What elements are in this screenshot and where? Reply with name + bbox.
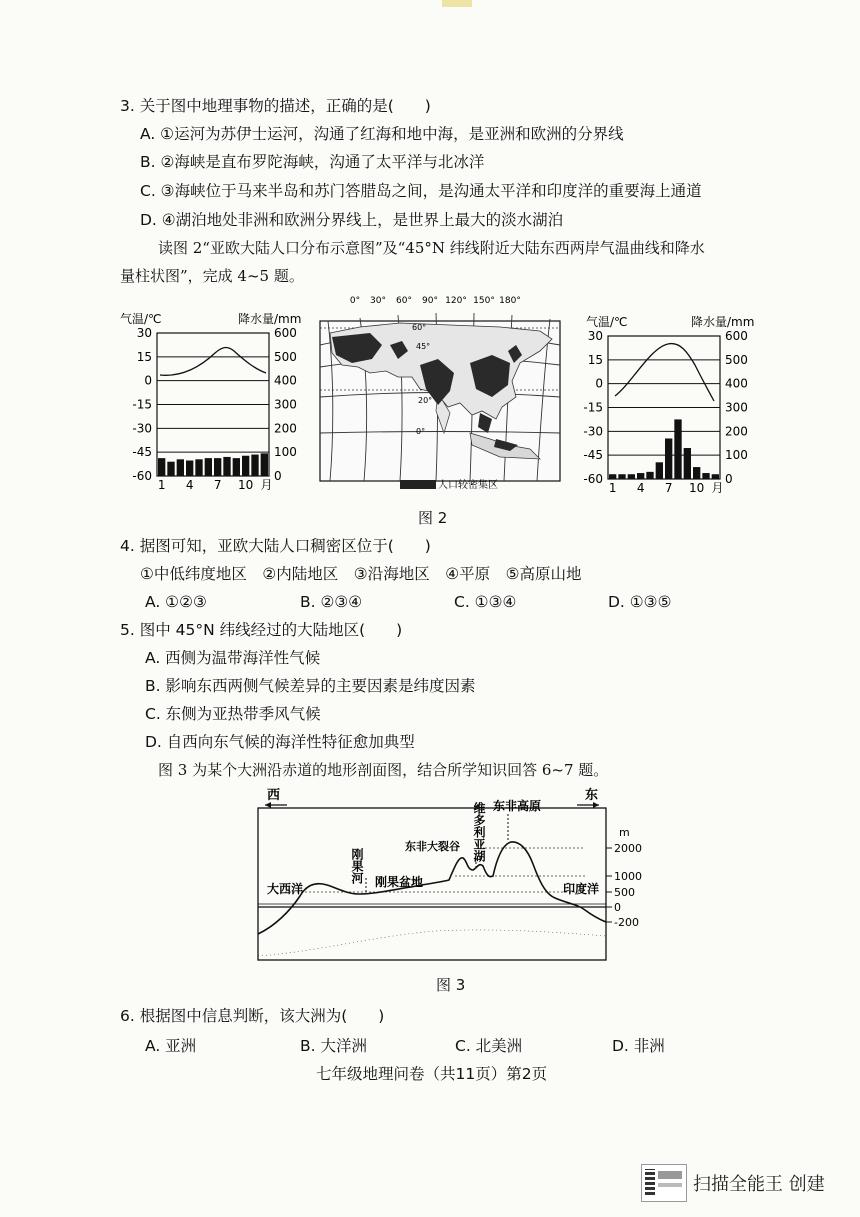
left-precip-bar (233, 458, 240, 476)
right-precip-bar (702, 473, 709, 479)
q5-option-d: D. 自西向东气候的海洋性特征愈加典型 (145, 733, 415, 751)
left-month-tick: 10 (238, 478, 254, 492)
left-precip-bar (261, 453, 268, 476)
left-precip-bar (195, 459, 202, 476)
label-east-african-plateau: 东非高原 (493, 799, 542, 813)
right-precip-bar (665, 438, 672, 479)
left-temp-tick: 30 (136, 326, 152, 340)
right-precip-tick: 200 (725, 424, 748, 439)
right-month-tick: 月 (711, 481, 724, 495)
left-precip-bar (214, 458, 221, 476)
right-temp-curve (615, 344, 714, 401)
q6-option-d: D. 非洲 (612, 1037, 665, 1055)
right-month-tick: 10 (689, 481, 705, 495)
label-atlantic: 大西洋 (267, 882, 304, 896)
q3-option-d: D. ④湖泊地处非洲和欧洲分界线上，是世界上最大的淡水湖泊 (140, 211, 564, 229)
left-precip-tick: 0 (274, 469, 282, 483)
q3-option-a: A. ①运河为苏伊士运河，沟通了红海和地中海，是亚洲和欧洲的分界线 (140, 125, 624, 143)
legend-swatch (400, 480, 436, 489)
label-congo-river: 刚果河 (350, 848, 364, 884)
right-month-tick: 1 (608, 481, 617, 495)
right-precip-bar (618, 474, 625, 479)
right-precip-axis-label: 降水量/mm (691, 315, 755, 329)
right-precip-bar (628, 474, 635, 479)
left-precip-bar (186, 461, 193, 476)
right-precip-bar (684, 448, 691, 479)
right-temp-tick: -60 (583, 472, 603, 486)
figure-3 (255, 786, 675, 964)
intro2-line2: 量柱状图”，完成 4~5 题。 (120, 267, 304, 285)
right-precip-bar (674, 419, 681, 479)
right-precip-tick: 100 (725, 448, 748, 463)
east-label: 东 (585, 788, 599, 803)
map-latitude-label: 20° (418, 396, 433, 405)
q6-stem: 6. 根据图中信息判断，该大洲为( ) (120, 1007, 385, 1025)
left-precip-tick: 500 (274, 349, 297, 364)
left-month-tick: 1 (157, 478, 166, 492)
left-precip-bar (242, 456, 249, 476)
watermark-text: 扫描全能王 创建 (693, 1174, 825, 1195)
left-precip-tick: 100 (274, 445, 297, 460)
right-month-tick: 4 (636, 481, 645, 495)
left-precip-tick: 200 (274, 421, 297, 436)
left-precip-tick: 300 (274, 397, 297, 412)
fig3-tick-label: 500 (614, 886, 635, 899)
figure-2 (120, 293, 760, 498)
map-longitude-label: 150° (473, 296, 495, 306)
scanner-watermark (641, 1164, 825, 1202)
left-precip-bar (205, 458, 212, 476)
label-rift-valley: 东非大裂谷 (405, 840, 460, 853)
left-temp-tick: -30 (132, 421, 152, 436)
right-precip-bar (646, 472, 653, 479)
right-temp-axis-label: 气温/℃ (586, 315, 628, 329)
left-precip-tick: 600 (274, 326, 297, 340)
q5-stem: 5. 图中 45°N 纬线经过的大陆地区( ) (120, 621, 403, 639)
left-precip-bar (177, 459, 184, 476)
map-longitude-label: 60° (396, 296, 412, 306)
map-longitude-label: 120° (445, 296, 467, 306)
left-month-tick: 4 (185, 478, 194, 492)
right-precip-tick: 0 (725, 472, 733, 486)
right-temp-tick: -15 (583, 400, 603, 415)
right-precip-tick: 400 (725, 376, 748, 391)
fig3-tick-label: 0 (614, 901, 621, 914)
map-longitude-label: 90° (422, 296, 438, 306)
q5-option-c: C. 东侧为亚热带季风气候 (145, 705, 321, 723)
left-precip-bar (167, 462, 174, 476)
left-precip-bar (158, 458, 165, 476)
right-precip-bar (693, 467, 700, 479)
q6-option-b: B. 大洋洲 (300, 1037, 367, 1055)
q4-option-b: B. ②③④ (300, 593, 363, 611)
fig3-tick-label: 2000 (614, 842, 642, 855)
left-month-tick: 月 (260, 478, 273, 492)
right-precip-bar (637, 473, 644, 479)
fig3-tick-label: -200 (614, 916, 639, 929)
right-precip-tick: 300 (725, 400, 748, 415)
figure-3-caption: 图 3 (436, 976, 466, 994)
q6-option-c: C. 北美洲 (455, 1037, 523, 1055)
map-latitude-label: 60° (412, 323, 427, 332)
q4-option-c: C. ①③④ (454, 593, 517, 611)
right-temp-tick: -30 (583, 424, 603, 439)
map-longitude-label: 0° (349, 296, 361, 306)
label-lake-victoria: 维多利亚湖 (472, 802, 486, 862)
left-temp-tick: -45 (132, 445, 152, 460)
q4-option-d: D. ①③⑤ (608, 593, 672, 611)
right-precip-bar (712, 474, 719, 479)
q6-option-a: A. 亚洲 (145, 1037, 197, 1055)
map-longitude-label: 180° (499, 296, 521, 306)
left-temp-tick: -60 (132, 469, 152, 483)
label-indian-ocean: 印度洋 (563, 882, 600, 896)
q4-stem: 4. 据图可知，亚欧大陆人口稠密区位于( ) (120, 537, 431, 555)
map-latitude-label: 45° (416, 342, 431, 351)
left-precip-axis-label: 降水量/mm (238, 312, 302, 326)
q4-statements: ①中低纬度地区 ②内陆地区 ③沿海地区 ④平原 ⑤高原山地 (140, 565, 582, 583)
left-temp-tick: 0 (144, 373, 152, 388)
right-temp-tick: -45 (583, 448, 603, 463)
q5-option-b: B. 影响东西两侧气候差异的主要因素是纬度因素 (145, 677, 476, 695)
fig3-tick-label: 1000 (614, 870, 642, 883)
qr-code-icon (641, 1164, 687, 1202)
intro3: 图 3 为某个大洲沿赤道的地形剖面图，结合所学知识回答 6~7 题。 (158, 761, 609, 779)
right-temp-tick: 15 (587, 352, 603, 367)
q4-option-a: A. ①②③ (145, 593, 207, 611)
left-temp-curve (160, 347, 266, 375)
west-label: 西 (267, 788, 281, 803)
right-precip-bar (656, 462, 663, 479)
left-temp-axis-label: 气温/℃ (120, 312, 162, 326)
left-precip-bar (223, 457, 230, 476)
right-precip-tick: 500 (725, 352, 748, 367)
map-longitude-label: 30° (370, 296, 386, 306)
left-temp-tick: 15 (136, 349, 152, 364)
left-climate-chart (120, 311, 301, 492)
q3-stem: 3. 关于图中地理事物的描述，正确的是( ) (120, 97, 431, 115)
right-month-tick: 7 (664, 481, 673, 495)
map-legend-label: 人口较密集区 (438, 480, 498, 491)
left-temp-tick: -15 (132, 397, 152, 412)
intro2-line1: 读图 2“亚欧大陆人口分布示意图”及“45°N 纬线附近大陆东西两岸气温曲线和降水 (158, 239, 705, 257)
right-temp-tick: 0 (595, 376, 603, 391)
figure-2-caption: 图 2 (418, 509, 448, 527)
fig3-unit: m (619, 826, 630, 839)
left-precip-tick: 400 (274, 373, 297, 388)
right-temp-tick: 30 (587, 329, 603, 343)
page-footer: 七年级地理问卷（共11页）第2页 (316, 1065, 548, 1083)
q3-option-c: C. ③海峡位于马来半岛和苏门答腊岛之间，是沟通太平洋和印度洋的重要海上通道 (140, 182, 702, 200)
left-month-tick: 7 (213, 478, 222, 492)
label-congo-basin: 刚果盆地 (375, 875, 424, 889)
top-edge-mark (442, 0, 472, 7)
q3-option-b: B. ②海峡是直布罗陀海峡，沟通了太平洋与北冰洋 (140, 153, 485, 171)
right-climate-chart (583, 314, 754, 495)
eurasia-population-map (320, 296, 560, 491)
left-precip-bar (251, 455, 258, 476)
q5-option-a: A. 西侧为温带海洋性气候 (145, 649, 321, 667)
right-precip-bar (609, 474, 616, 479)
right-precip-tick: 600 (725, 329, 748, 343)
map-latitude-label: 0° (416, 427, 426, 436)
